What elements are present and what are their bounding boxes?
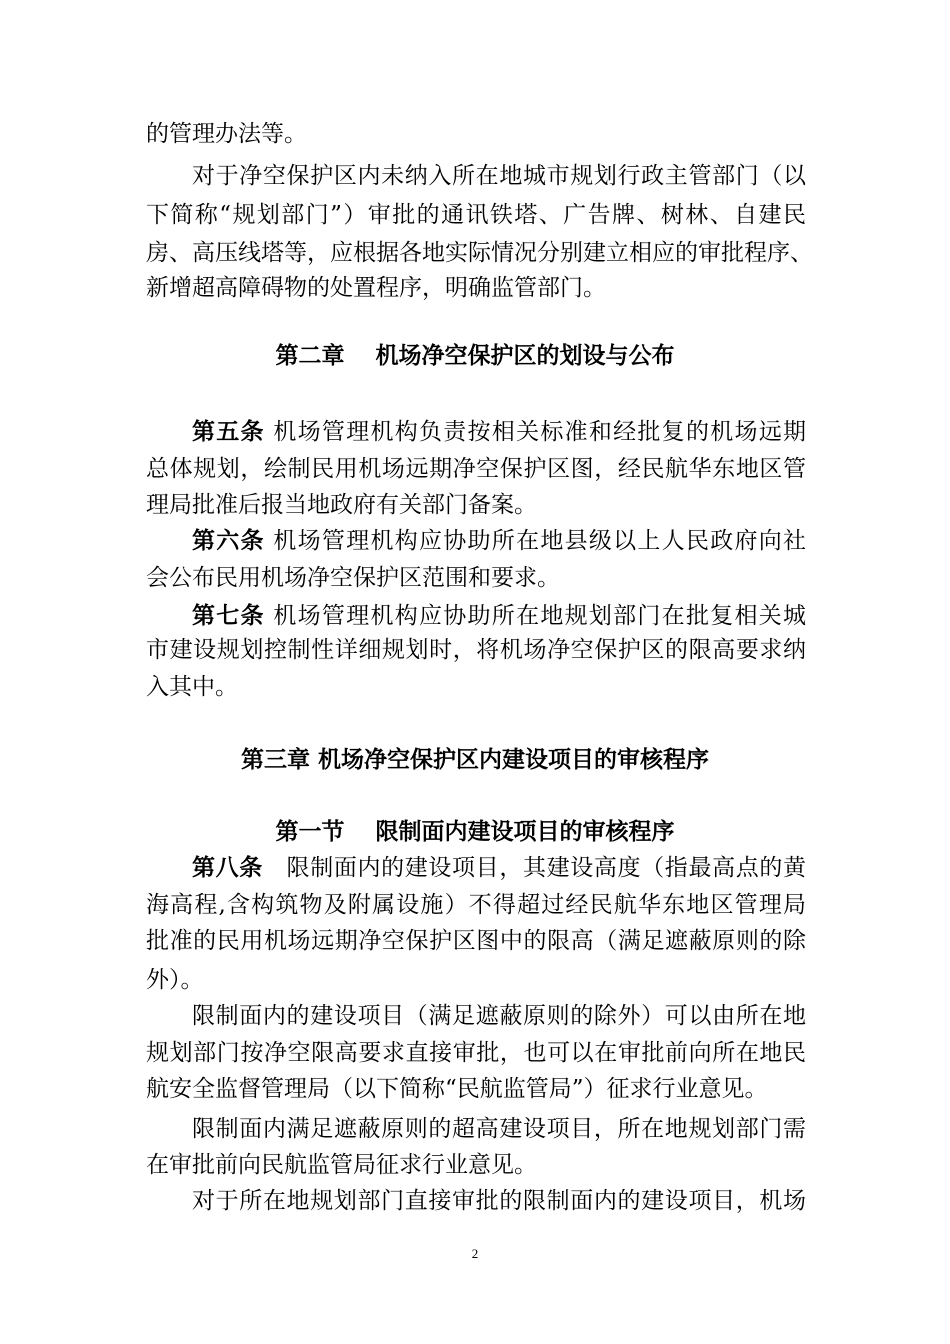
article-label: 第五条 xyxy=(192,419,265,445)
paragraph-line: 航安全监督管理局（以下简称“民航监管局”）征求行业意见。 xyxy=(146,1076,768,1102)
article-text: 机场管理机构应协助所在地规划部门在批复相关城 xyxy=(264,603,807,629)
paragraph-line: 对于所在地规划部门直接审批的限制面内的建设项目，机场 xyxy=(192,1188,806,1214)
article-text: 机场管理机构负责按相关标准和经批复的机场远期 xyxy=(264,419,807,445)
paragraph-line: 限制面内的建设项目（满足遮蔽原则的除外）可以由所在地 xyxy=(192,1003,806,1029)
article-line xyxy=(192,848,806,888)
article-text: 机场管理机构应协助所在地县级以上人民政府向社 xyxy=(264,528,807,554)
article-label: 第八条 xyxy=(192,855,263,881)
paragraph-line: 限制面内满足遮蔽原则的超高建设项目，所在地规划部门需 xyxy=(192,1116,806,1142)
paragraph-line: 的管理办法等。 xyxy=(146,121,307,147)
paragraph-line: 理局批准后报当地政府有关部门备案。 xyxy=(146,492,537,518)
paragraph-line: 入其中。 xyxy=(146,674,238,700)
paragraph-line: 海高程,含构筑物及附属设施）不得超过经民航华东地区管理局 xyxy=(146,892,806,918)
paragraph-line: 规划部门按净空限高要求直接审批，也可以在审批前向所在地民 xyxy=(146,1040,806,1066)
chapter-heading: 第三章 机场净空保护区内建设项目的审核程序 xyxy=(240,747,709,773)
paragraph-line: 房、高压线塔等，应根据各地实际情况分别建立相应的审批程序、 xyxy=(146,240,813,266)
page-number: 2 xyxy=(471,1246,479,1261)
article-line xyxy=(192,521,806,561)
article-label: 第七条 xyxy=(192,603,265,629)
paragraph-line: 外）。 xyxy=(146,967,204,993)
paragraph-line: 会公布民用机场净空保护区范围和要求。 xyxy=(146,565,560,591)
section-heading: 第一节 限制面内建设项目的审核程序 xyxy=(275,819,675,845)
paragraph-line: 新增超高障碍物的处置程序，明确监管部门。 xyxy=(146,275,606,301)
article-text: 限制面内的建设项目，其建设高度（指最高点的黄 xyxy=(262,855,807,881)
article-label: 第六条 xyxy=(192,528,265,554)
paragraph-line: 批准的民用机场远期净空保护区图中的限高（满足遮蔽原则的除 xyxy=(146,928,806,954)
article-line xyxy=(192,412,806,452)
paragraph-line: 总体规划，绘制民用机场远期净空保护区图，经民航华东地区管 xyxy=(146,456,806,482)
chapter-heading: 第二章 机场净空保护区的划设与公布 xyxy=(275,343,675,369)
paragraph-line: 对于净空保护区内未纳入所在地城市规划行政主管部门（以 xyxy=(192,163,806,189)
paragraph-line: 下简称“规划部门”）审批的通讯铁塔、广告牌、树林、自建民 xyxy=(146,202,806,228)
paragraph-line: 在审批前向民航监管局征求行业意见。 xyxy=(146,1152,537,1178)
paragraph-line: 市建设规划控制性详细规划时，将机场净空保护区的限高要求纳 xyxy=(146,637,806,663)
